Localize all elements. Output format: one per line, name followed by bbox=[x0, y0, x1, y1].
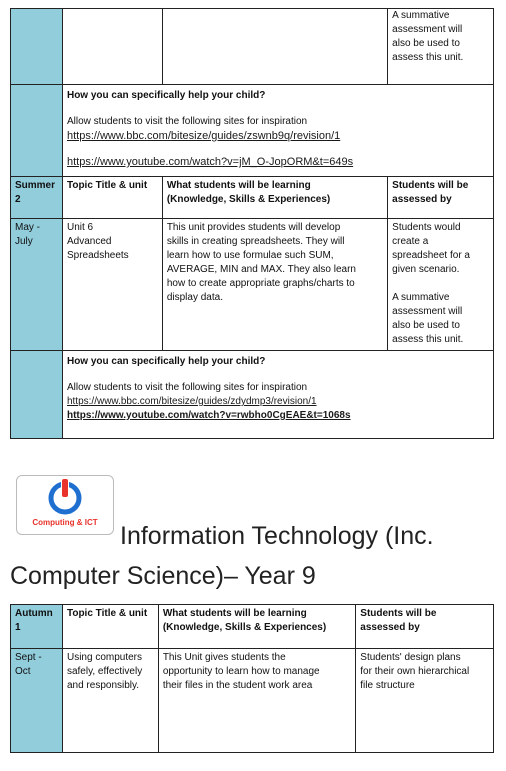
help-row bbox=[11, 351, 494, 439]
topic-cell bbox=[62, 9, 162, 85]
help-heading: How you can specifically help your child? bbox=[66, 90, 266, 101]
help-cell bbox=[62, 85, 493, 177]
power-icon bbox=[17, 476, 113, 518]
assessment-cell: Students' design plans for their own hierarchical file structure bbox=[356, 649, 494, 753]
topic-header: Topic Title & unit bbox=[62, 177, 162, 219]
help-link[interactable]: https://www.bbc.com/bitesize/guides/zswnb9q/revision/1 bbox=[66, 130, 341, 142]
term-cell bbox=[11, 9, 63, 85]
computing-ict-logo bbox=[16, 475, 114, 535]
table-row bbox=[11, 219, 494, 351]
term-header: Autumn 1 bbox=[11, 605, 63, 649]
logo-caption: Computing & ICT bbox=[32, 518, 98, 527]
topic-header: Topic Title & unit bbox=[62, 605, 158, 649]
help-link[interactable]: https://www.youtube.com/watch?v=jM_O-JopORM&t=649s bbox=[66, 156, 354, 168]
learning-cell bbox=[162, 9, 387, 85]
topic-cell: Unit 6 Advanced Spreadsheets bbox=[62, 219, 162, 351]
header-row bbox=[11, 605, 494, 649]
topic-cell: Using computers safely, effectively and responsibly. bbox=[62, 649, 158, 753]
help-intro: Allow students to visit the following sites for inspiration bbox=[66, 382, 308, 393]
term-header: Summer 2 bbox=[11, 177, 63, 219]
bottom-schedule-table bbox=[10, 604, 494, 753]
learning-header: What students will be learning (Knowledge, Skills & Experiences) bbox=[158, 605, 355, 649]
term-cell bbox=[11, 85, 63, 177]
term-cell bbox=[11, 351, 63, 439]
table-row bbox=[11, 649, 494, 753]
learning-cell: This unit provides students will develop skills in creating spreadsheets. They will learn how to use formulae such SUM, AVERAGE, MIN and MAX. They also learn how to create appropriate graphs/charts to display data. bbox=[162, 219, 387, 351]
learning-header: What students will be learning (Knowledge, Skills & Experiences) bbox=[162, 177, 387, 219]
help-row bbox=[11, 85, 494, 177]
assessment-cell: Students would create a spreadsheet for a given scenario. A summative assessment will also be used to assess this unit. bbox=[388, 219, 494, 351]
table-row bbox=[11, 9, 494, 85]
help-intro: Allow students to visit the following sites for inspiration bbox=[66, 116, 308, 127]
assessed-header: Students will be assessed by bbox=[388, 177, 494, 219]
dates-cell: May - July bbox=[11, 219, 63, 351]
header-row bbox=[11, 177, 494, 219]
help-heading: How you can specifically help your child? bbox=[66, 356, 266, 367]
help-link[interactable]: https://www.bbc.com/bitesize/guides/zdydmp3/revision/1 bbox=[66, 396, 317, 407]
top-schedule-table bbox=[10, 8, 494, 439]
page-title-line-1: Information Technology (Inc. bbox=[120, 522, 434, 550]
help-link[interactable]: https://www.youtube.com/watch?v=rwbho0CgEAE&t=1068s bbox=[66, 410, 351, 421]
dates-cell: Sept - Oct bbox=[11, 649, 63, 753]
page-title-line-2: Computer Science)– Year 9 bbox=[10, 562, 316, 590]
learning-cell: This Unit gives students the opportunity to learn how to manage their files in the student work area bbox=[158, 649, 355, 753]
help-cell bbox=[62, 351, 493, 439]
assessment-cell: A summative assessment will also be used to assess this unit. bbox=[388, 9, 494, 85]
assessed-header: Students will be assessed by bbox=[356, 605, 494, 649]
